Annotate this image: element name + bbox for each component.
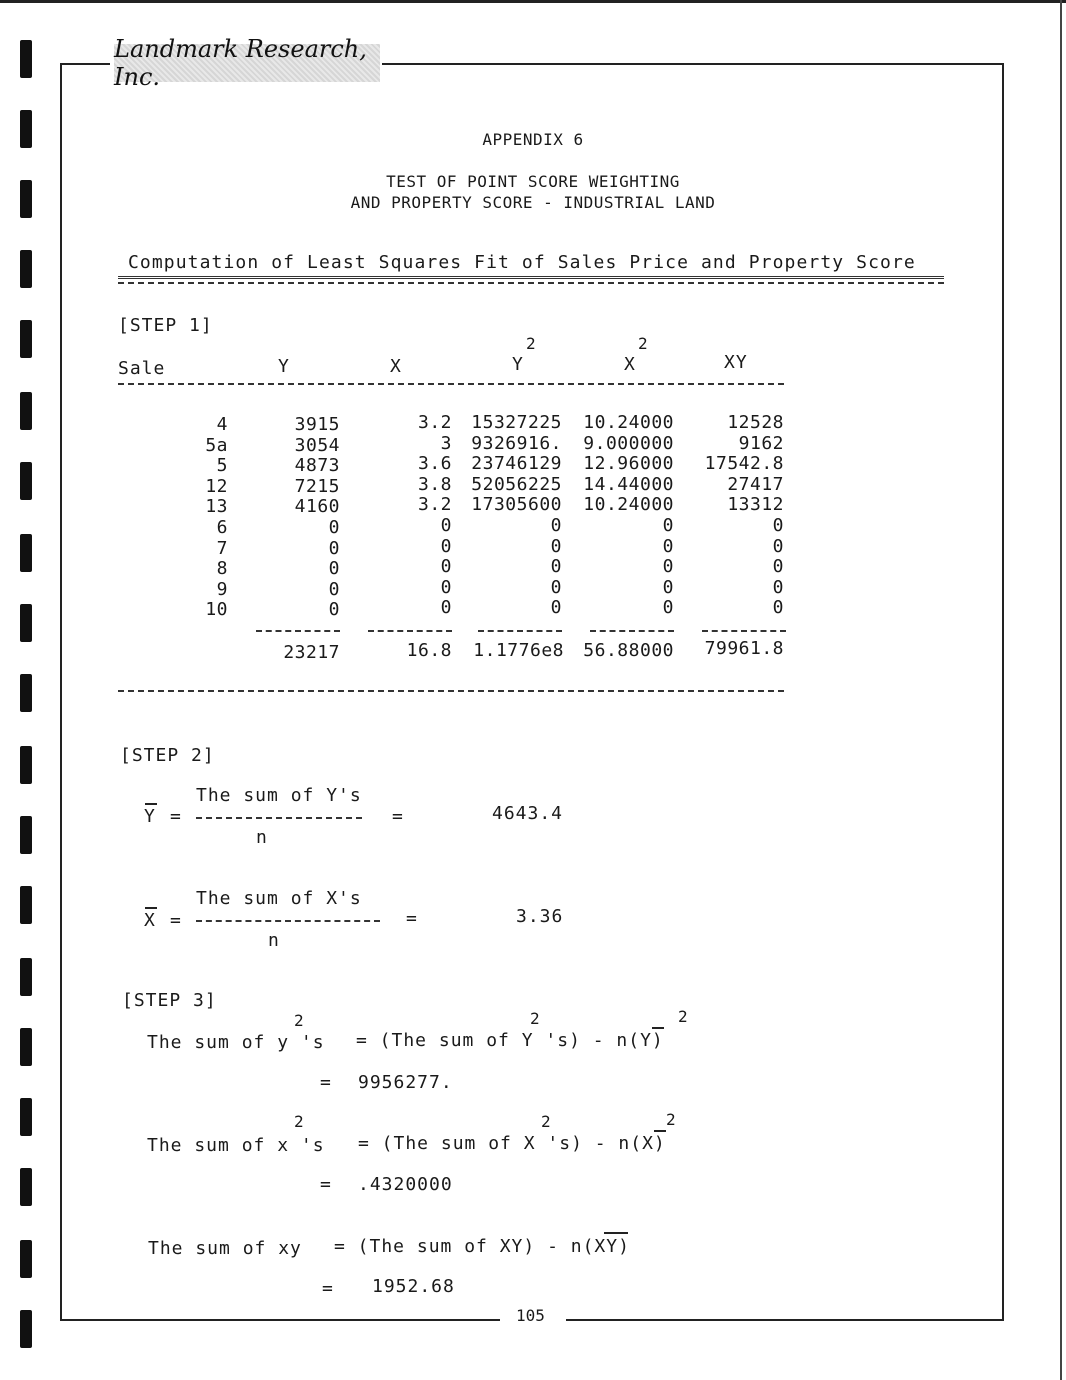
header-rule <box>118 383 784 385</box>
frame-border <box>60 63 62 1321</box>
xy-mean-overline <box>604 1232 628 1234</box>
col-header-y: Y <box>278 356 290 377</box>
y2-rhs-mean-superscript: 2 <box>678 1007 688 1026</box>
cell-x: 3.2 <box>417 494 452 516</box>
xbar-overline <box>145 907 157 909</box>
company-logo: Landmark Research, Inc. <box>114 44 380 82</box>
cell-sale: 7 <box>216 537 228 559</box>
total-y2: 1.1776e8 <box>473 640 564 661</box>
cell-x2: 0 <box>662 597 674 619</box>
double-rule <box>118 282 944 284</box>
col-header-y2-superscript: 2 <box>526 334 536 353</box>
col-header-x2: X <box>624 354 636 375</box>
cell-x2: 10.24000 <box>583 412 674 433</box>
cell-y: 3054 <box>294 434 340 456</box>
cell-sale: 5a <box>205 434 228 456</box>
cell-sale: 10 <box>205 599 228 621</box>
ybar-numerator: The sum of Y's <box>196 785 362 806</box>
cell-xy: 0 <box>772 515 784 536</box>
cell-y: 4873 <box>294 455 340 477</box>
total-x: 16.8 <box>406 640 452 661</box>
frame-border <box>382 63 1004 65</box>
cell-y: 0 <box>328 558 340 580</box>
table-bottom-rule <box>118 690 784 692</box>
cell-sale: 5 <box>216 455 228 477</box>
y2-rhs: = (The sum of Y 's) - n(Y) <box>356 1030 664 1051</box>
frame-border <box>566 1319 1004 1321</box>
x2-mean-overline <box>654 1130 666 1132</box>
cell-x2: 0 <box>662 556 674 578</box>
total-x2: 56.88000 <box>583 640 674 661</box>
xbar-numerator: The sum of X's <box>196 888 362 909</box>
cell-y2: 9326916. <box>471 432 562 454</box>
col-header-xy: XY <box>724 352 748 373</box>
cell-y2: 15327225 <box>471 412 562 433</box>
x2-lhs: The sum of x 's <box>147 1135 325 1156</box>
ybar-value: 4643.4 <box>492 803 564 824</box>
cell-sale: 8 <box>216 558 228 580</box>
col-header-y2: Y <box>512 354 524 375</box>
xbar-symbol: X <box>144 910 156 931</box>
cell-y2: 0 <box>550 597 562 619</box>
cell-x: 3 <box>440 432 452 454</box>
xbar-equals-2: = <box>406 908 418 929</box>
xbar-equals: = <box>170 910 182 931</box>
cell-x2: 12.96000 <box>583 453 674 475</box>
page-top-edge <box>0 0 1066 3</box>
x2-value: .4320000 <box>358 1174 453 1195</box>
cell-xy: 0 <box>772 556 784 578</box>
xy-lhs: The sum of xy <box>148 1238 302 1259</box>
cell-xy: 0 <box>772 576 784 598</box>
x2-lhs-superscript: 2 <box>294 1112 304 1131</box>
ybar-equals: = <box>170 806 182 827</box>
cell-xy: 13312 <box>727 494 784 516</box>
cell-xy: 12528 <box>727 412 784 433</box>
cell-x: 0 <box>440 535 452 557</box>
cell-sale: 9 <box>216 578 228 600</box>
cell-y2: 0 <box>550 535 562 557</box>
subtitle-line-1: TEST OF POINT SCORE WEIGHTING <box>386 172 680 191</box>
x2-equals: = <box>320 1174 332 1195</box>
cell-y2: 0 <box>550 515 562 536</box>
y2-lhs-superscript: 2 <box>294 1011 304 1030</box>
ybar-denominator: n <box>256 827 268 848</box>
appendix-title: APPENDIX 6 <box>482 130 584 149</box>
total-y: 23217 <box>283 642 340 663</box>
cell-y: 4160 <box>294 496 340 518</box>
cell-y2: 0 <box>550 556 562 578</box>
cell-x: 0 <box>440 597 452 619</box>
total-xy: 79961.8 <box>704 638 784 659</box>
page-number: 105 <box>516 1306 545 1325</box>
x2-rhs-mean-superscript: 2 <box>666 1110 676 1129</box>
total-underline <box>256 630 340 632</box>
step3-label: [STEP 3] <box>122 990 217 1011</box>
cell-xy: 17542.8 <box>704 453 784 475</box>
cell-xy: 0 <box>772 597 784 619</box>
cell-sale: 4 <box>216 414 228 435</box>
step2-label: [STEP 2] <box>120 745 215 766</box>
y2-rhs-superscript: 2 <box>530 1009 540 1028</box>
ybar-symbol: Y <box>144 806 156 827</box>
cell-x: 3.8 <box>417 473 452 495</box>
frame-border <box>60 63 110 65</box>
cell-y: 0 <box>328 537 340 559</box>
cell-y2: 52056225 <box>471 473 562 495</box>
cell-sale: 12 <box>205 475 228 497</box>
xy-equals: = <box>322 1278 334 1299</box>
cell-y2: 23746129 <box>471 453 562 475</box>
ybar-overline <box>145 803 157 805</box>
total-underline <box>590 630 674 632</box>
cell-x2: 14.44000 <box>583 473 674 495</box>
x2-rhs: = (The sum of X 's) - n(X) <box>358 1133 666 1154</box>
cell-y: 3915 <box>294 414 340 435</box>
cell-y: 0 <box>328 517 340 538</box>
col-header-x2-superscript: 2 <box>638 334 648 353</box>
cell-x2: 0 <box>662 535 674 557</box>
cell-y2: 0 <box>550 576 562 598</box>
cell-x: 0 <box>440 515 452 536</box>
cell-xy: 27417 <box>727 473 784 495</box>
col-header-x: X <box>390 356 402 377</box>
cell-y2: 17305600 <box>471 494 562 516</box>
xy-rhs: = (The sum of XY) - n(XY) <box>334 1236 630 1257</box>
col-header-sale: Sale <box>118 358 166 379</box>
double-rule <box>118 276 944 279</box>
total-underline <box>702 630 786 632</box>
frame-border <box>1002 63 1004 1321</box>
total-underline <box>478 630 562 632</box>
y2-equals: = <box>320 1072 332 1093</box>
xbar-denominator: n <box>268 930 280 951</box>
cell-x2: 0 <box>662 515 674 536</box>
xy-value: 1952.68 <box>372 1276 455 1297</box>
cell-y: 0 <box>328 578 340 600</box>
cell-x2: 0 <box>662 576 674 598</box>
y2-lhs: The sum of y 's <box>147 1032 325 1053</box>
ybar-fraction-bar <box>196 817 362 819</box>
cell-x2: 9.000000 <box>583 432 674 454</box>
cell-y: 7215 <box>294 475 340 497</box>
ybar-equals-2: = <box>392 806 404 827</box>
cell-x: 0 <box>440 576 452 598</box>
cell-y: 0 <box>328 599 340 621</box>
total-underline <box>368 630 452 632</box>
cell-x: 0 <box>440 556 452 578</box>
cell-x2: 10.24000 <box>583 494 674 516</box>
cell-x: 3.6 <box>417 453 452 475</box>
frame-border <box>60 1319 500 1321</box>
x2-rhs-superscript: 2 <box>541 1112 551 1131</box>
subtitle-line-2: AND PROPERTY SCORE - INDUSTRIAL LAND <box>350 193 716 212</box>
cell-sale: 6 <box>216 517 228 538</box>
y2-value: 9956277. <box>358 1072 453 1093</box>
y2-mean-overline <box>652 1027 664 1029</box>
cell-xy: 0 <box>772 535 784 557</box>
step1-label: [STEP 1] <box>118 315 213 336</box>
cell-xy: 9162 <box>738 432 784 454</box>
xbar-value: 3.36 <box>516 906 564 927</box>
xbar-fraction-bar <box>196 920 380 922</box>
cell-x: 3.2 <box>417 412 452 433</box>
cell-sale: 13 <box>205 496 228 518</box>
computation-title: Computation of Least Squares Fit of Sales Price and Property Score <box>128 252 916 273</box>
